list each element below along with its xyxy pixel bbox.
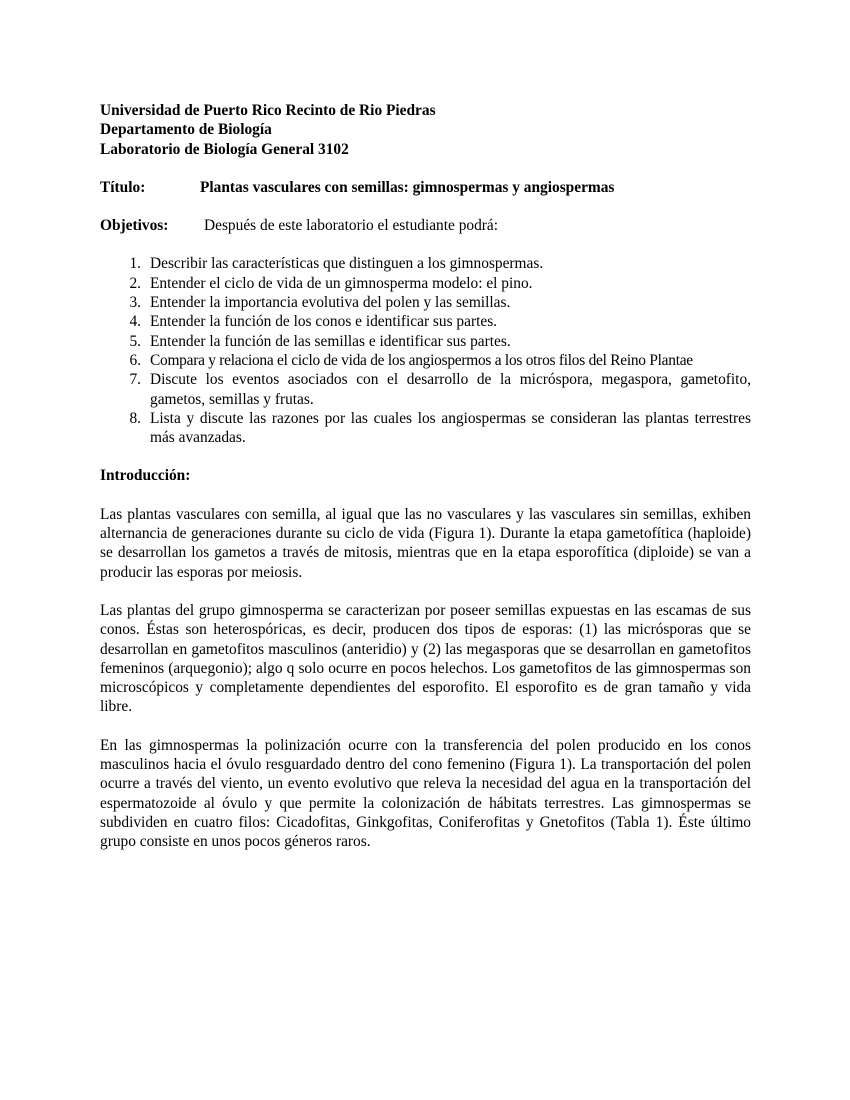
document-body <box>100 101 751 852</box>
title-label: Título: <box>100 178 146 196</box>
objectives-row <box>100 216 751 235</box>
list-item <box>100 351 751 370</box>
list-item-number: 4. <box>129 313 141 331</box>
list-item-number: 2. <box>129 274 141 292</box>
introduction-heading: Introducción: <box>100 467 191 485</box>
list-item-text: Entender el ciclo de vida de un gimnosperma modelo: el pino. <box>150 274 533 292</box>
list-item <box>100 370 751 409</box>
list-item-number: 3. <box>129 294 141 312</box>
list-item-text: Compara y relaciona el ciclo de vida de los angiospermos a los otros filos del Reino Plantae <box>150 351 693 369</box>
course-name: Laboratorio de Biología General 3102 <box>100 140 349 158</box>
objectives-intro: Después de este laboratorio el estudiante podrá: <box>204 217 499 235</box>
list-item-text: Entender la importancia evolutiva del polen y las semillas. <box>150 294 511 312</box>
list-item-text: Lista y discute las razones por las cuales los angiospermas se consideran las plantas terrestres más avanzadas. <box>150 409 751 447</box>
list-item <box>100 274 751 293</box>
list-item-text: Entender la función de las semillas e identificar sus partes. <box>150 332 511 350</box>
introduction-paragraph: Las plantas vasculares con semilla, al igual que las no vasculares y las vasculares sin semillas, exhiben alternancia de generaciones durante su ciclo de vida (Figura 1). Durante la etapa gametofítica (haploide) se desarrollan los gametos a través de mitosis, mientras que en la etapa esporofítica (diploide) se van a producir las esporas por meiosis. <box>100 505 751 581</box>
objectives-label: Objetivos: <box>100 217 169 235</box>
header-block <box>100 101 751 159</box>
list-item-number: 6. <box>129 351 141 369</box>
list-item-text: Describir las características que distinguen a los gimnospermas. <box>150 255 544 273</box>
list-item-number: 5. <box>129 332 141 350</box>
list-item-text: Discute los eventos asociados con el desarrollo de la micróspora, megaspora, gametofito, gametos, semillas y frutas. <box>150 371 751 408</box>
title-text: Plantas vasculares con semillas: gimnospermas y angiospermas <box>200 178 615 196</box>
list-item <box>100 312 751 331</box>
objectives-list <box>100 254 751 447</box>
list-item <box>100 409 751 448</box>
list-item <box>100 254 751 273</box>
introduction-paragraph: Las plantas del grupo gimnosperma se caracterizan por poseer semillas expuestas en las escamas de sus conos. Éstas son heterospóricas, es decir, producen dos tipos de esporas: (1) las micrósporas que se desarrollan en gametofitos masculinos (anteridio) y (2) las megasporas que se desarrollan en gametofitos femeninos (arquegonio); algo q solo ocurre en pocos helechos. Los gametofitos de las gimnospermas son microscópicos y completamente dependientes del esporofito. El esporofito es de gran tamaño y vida libre. <box>100 601 751 716</box>
university-name: Universidad de Puerto Rico Recinto de Rio Piedras <box>100 102 436 119</box>
list-item-number: 1. <box>129 255 141 273</box>
list-item-number: 8. <box>129 409 141 427</box>
list-item-text: Entender la función de los conos e identificar sus partes. <box>150 313 498 331</box>
title-row <box>100 178 751 197</box>
list-item <box>100 332 751 351</box>
introduction-paragraph: En las gimnospermas la polinización ocurre con la transferencia del polen producido en los conos masculinos hacia el óvulo resguardado dentro del cono femenino (Figura 1). La transportación del polen ocurre a través del viento, un evento evolutivo que releva la necesidad del agua en la transportación del espermatozoide al óvulo y que permite la colonización de hábitats terrestres. Las gimnospermas se subdividen en cuatro filos: Cicadofitas, Ginkgofitas, Coniferofitas y Gnetofitos (Tabla 1). Éste último grupo consiste en unos pocos géneros raros. <box>100 736 751 851</box>
list-item <box>100 293 751 312</box>
department-name: Departamento de Biología <box>100 121 272 139</box>
list-item-number: 7. <box>129 371 141 389</box>
